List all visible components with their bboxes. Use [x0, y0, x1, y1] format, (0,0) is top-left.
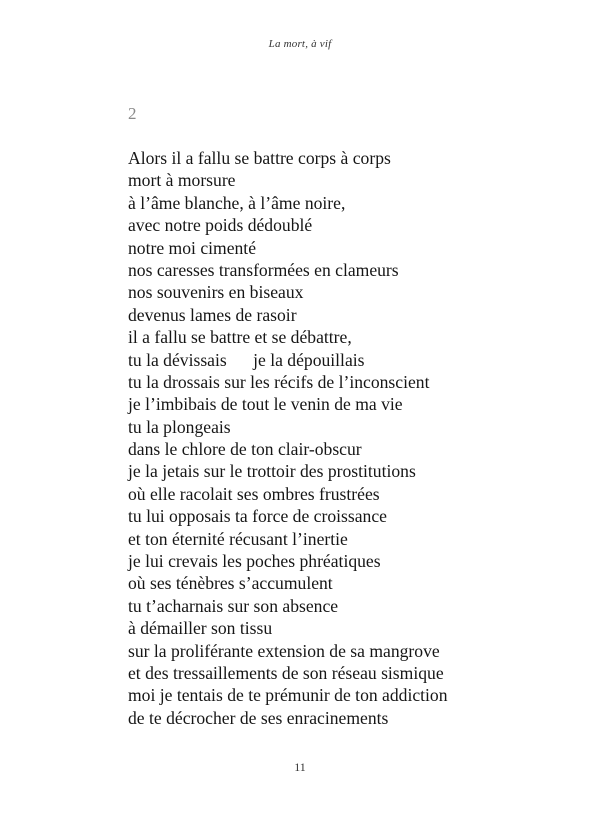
poem-line: je la jetais sur le trottoir des prostitutions: [128, 461, 416, 482]
poem-line: où ses ténèbres s’accumulent: [128, 573, 333, 594]
poem-line: nos souvenirs en biseaux: [128, 282, 304, 303]
poem-line: moi je tentais de te prémunir de ton addiction: [128, 685, 448, 706]
poem-line: à l’âme blanche, à l’âme noire,: [128, 192, 346, 213]
running-header: La mort, à vif: [268, 38, 332, 50]
poem-line: tu la drossais sur les récifs de l’inconscient: [128, 371, 430, 392]
poem-line: à démailler son tissu: [128, 618, 273, 639]
poem-line: Alors il a fallu se battre corps à corps: [128, 148, 391, 168]
poem-line: tu t’acharnais sur son absence: [128, 595, 339, 616]
poem-line: tu la dévissais je la dépouillais: [128, 349, 365, 370]
poem-line: sur la proliférante extension de sa mangrove: [128, 640, 440, 661]
poem-line: il a fallu se battre et se débattre,: [128, 327, 352, 348]
poem-line: de te décrocher de ses enracinements: [128, 707, 389, 728]
poem-line: où elle racolait ses ombres frustrées: [128, 483, 380, 504]
poem-line: dans le chlore de ton clair-obscur: [128, 439, 362, 460]
poem-line: et ton éternité récusant l’inertie: [128, 528, 348, 549]
section-number: 2: [128, 104, 137, 123]
page-number: 11: [294, 760, 306, 774]
poem-line: nos caresses transformées en clameurs: [128, 259, 399, 280]
poem-line: tu lui opposais ta force de croissance: [128, 506, 387, 527]
poem-line: et des tressaillements de son réseau sismique: [128, 662, 444, 683]
poem-line: notre moi cimenté: [128, 237, 257, 258]
poem-line: je lui crevais les poches phréatiques: [128, 551, 381, 572]
poem-line: devenus lames de rasoir: [128, 304, 297, 325]
poem-line: tu la plongeais: [128, 416, 231, 437]
poem-line: avec notre poids dédoublé: [128, 215, 313, 236]
poem-body: [128, 147, 548, 729]
poem-line: je l’imbibais de tout le venin de ma vie: [128, 394, 403, 415]
poem-line: mort à morsure: [128, 170, 236, 191]
